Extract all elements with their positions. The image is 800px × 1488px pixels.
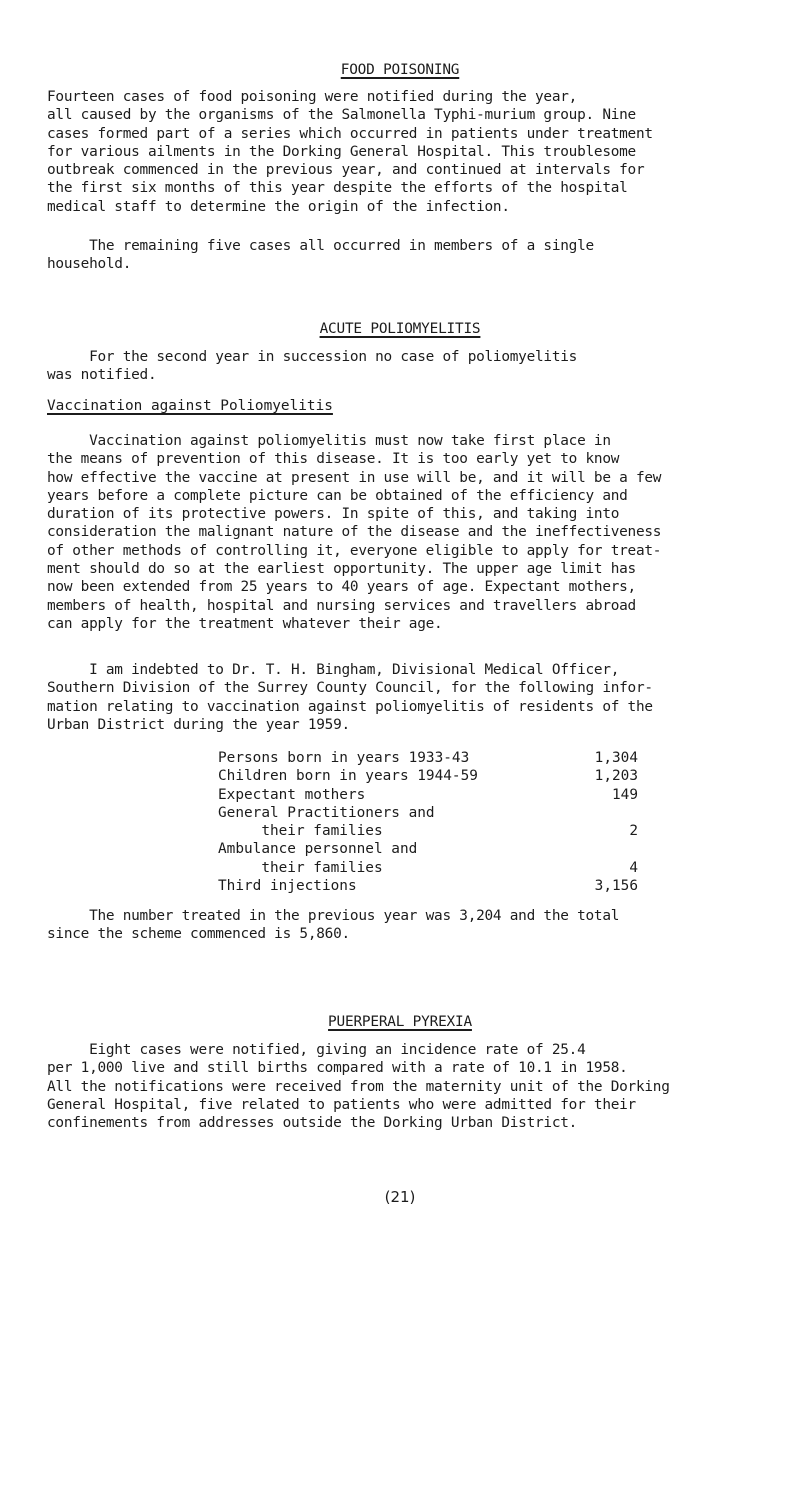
puerperal-pyrexia-heading: PUERPERAL PYREXIA	[328, 1014, 472, 1030]
stat-label: their families	[218, 859, 383, 876]
stat-label: General Practitioners and	[218, 804, 435, 821]
stat-value: 3,156	[594, 878, 638, 895]
vaccination-paragraph-2: I am indebted to Dr. T. H. Bingham, Divisional Medical Officer, Southern Division of the Surrey County Council, for the following infor- mation relating to vaccination against poliomyelitis of residents of the Urban District during the year 1959.	[47, 662, 653, 733]
stat-value: 1,203	[594, 768, 638, 785]
stat-value	[568, 840, 638, 858]
stat-row	[218, 822, 638, 840]
stat-value: 4	[629, 859, 638, 876]
vaccination-stats-table	[218, 749, 638, 895]
stat-row	[218, 749, 638, 767]
stat-row	[218, 859, 638, 877]
stat-value: 1,304	[594, 750, 638, 766]
stat-label: Third injections	[218, 878, 357, 895]
vaccination-subheading: Vaccination against Poliomyelitis	[47, 398, 333, 414]
stat-label: Persons born in years 1933-43	[218, 750, 470, 766]
food-poisoning-paragraph-1: Fourteen cases of food poisoning were notified during the year, all caused by the organisms of the Salmonella Typhi-murium group. Nine cases formed part of a series which occurred in patients under treatment for various ailments in the Dorking General Hospital. This troublesome outbreak commenced in the previous year, and continued at intervals for the first six months of this year despite the efforts of the hospital medical staff to determine the origin of the infection.	[47, 89, 653, 215]
acute-poliomyelitis-paragraph: For the second year in succession no case of poliomyelitis was notified.	[47, 349, 578, 384]
stat-value	[568, 804, 638, 822]
stat-row	[218, 786, 638, 804]
stat-value: 2	[629, 823, 638, 840]
food-poisoning-heading: FOOD POISONING	[340, 62, 460, 78]
stat-row	[218, 767, 638, 785]
vaccination-paragraph-1: Vaccination against poliomyelitis must now take first place in the means of prevention of this disease. It is too early yet to know how effective the vaccine at present in use will be, and it will be a few years before a complete picture can be obtained of the efficiency and duration of its protective powers. In spite of this, and taking into consideration the malignant nature of the disease and the ineffectiveness of other methods of controlling it, everyone eligible to apply for treat- ment should do so at the earliest opportunity. The upper age limit has now been extended from 25 years to 40 years of age. Expectant mothers, members of health, hospital and nursing services and travellers abroad can apply for the treatment whatever their age.	[47, 433, 662, 632]
acute-poliomyelitis-heading: ACUTE POLIOMYELITIS	[319, 321, 481, 337]
page-number: (21)	[384, 1188, 416, 1206]
stat-label: Ambulance personnel and	[218, 841, 418, 858]
stat-row	[218, 877, 638, 895]
stat-row	[218, 804, 638, 822]
food-poisoning-paragraph-2: The remaining five cases all occurred in members of a single household.	[47, 238, 594, 273]
vaccination-paragraph-3: The number treated in the previous year was 3,204 and the total since the scheme commenced is 5,860.	[47, 908, 620, 943]
puerperal-pyrexia-paragraph: Eight cases were notified, giving an incidence rate of 25.4 per 1,000 live and still births compared with a rate of 10.1 in 1958. All the notifications were received from the maternity unit of the Dorking General Hospital, five related to patients who were admitted for their confinements from addresses outside the Dorking Urban District.	[47, 1042, 670, 1132]
stat-label: Children born in years 1944-59	[218, 768, 478, 785]
stat-row	[218, 840, 638, 858]
stat-label: Expectant mothers	[218, 786, 366, 803]
stat-value: 149	[612, 786, 638, 803]
stat-label: their families	[218, 823, 383, 840]
